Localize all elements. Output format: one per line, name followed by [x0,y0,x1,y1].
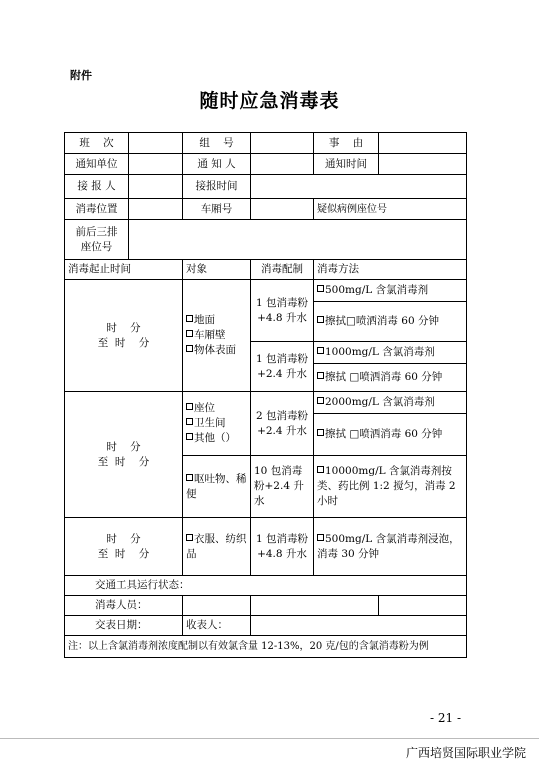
reason-field[interactable] [379,133,467,154]
notify-unit-field[interactable] [129,154,183,175]
notify-unit-label: 通知单位 [65,154,129,175]
time-cell-1[interactable]: 时 分 至 时 分 [65,280,183,392]
page-number: - 21 - [430,711,462,725]
adjacent-rows-field[interactable] [129,220,467,260]
object-cell-3: 衣服、纺织品 [183,518,251,576]
disinfector-label: 消毒人员： [65,596,183,616]
shift-field[interactable] [129,133,183,154]
disinfector-field-1[interactable] [183,596,251,616]
prep-cell-2b: 10 包消毒粉+2.4 升水 [251,456,314,518]
disinfection-form [64,132,467,658]
reason-label: 事 由 [314,133,379,154]
method-1a-2: 擦拭□喷洒消毒 60 分钟 [314,302,467,342]
checkbox-icon[interactable] [186,474,193,481]
group-label: 组 号 [183,133,251,154]
prep-cell-2a: 2 包消毒粉 +2.4 升水 [251,392,314,456]
suspected-seat-label: 疑似病例座位号 [314,199,467,220]
handover-date-label: 交表日期： [65,616,183,636]
notify-person-label: 通 知 人 [183,154,251,175]
school-name: 广西培贤国际职业学院 [405,746,526,760]
checkbox-icon[interactable] [317,285,324,292]
vehicle-status[interactable]: 交通工具运行状态： [65,576,467,596]
disinfector-field-3[interactable] [379,596,467,616]
note: 注：以上含氯消毒剂浓度配制以有效氯含量 12-13%，20 克/包的含氯消毒粉为例 [65,636,467,658]
method-2a-2: 擦拭 □喷洒消毒 60 分钟 [314,414,467,456]
shift-label: 班 次 [65,133,129,154]
time-cell-3[interactable]: 时 分 至 时 分 [65,518,183,576]
attachment-label: 附件 [70,69,92,82]
notify-time-field[interactable] [379,154,467,175]
method-1b-2: 擦拭 □喷洒消毒 60 分钟 [314,364,467,392]
checkbox-icon[interactable] [317,466,324,473]
carriage-label: 车厢号 [183,199,251,220]
handover-receiver-label: 收表人： [183,616,251,636]
receiver-field[interactable] [129,175,183,199]
col-preparation: 消毒配制 [251,260,314,280]
checkbox-icon[interactable] [186,345,193,352]
method-2b: 10000mg/L 含氯消毒剂按类、药比例 1:2 搅匀，消毒 2 小时 [314,456,467,518]
col-start-end-time: 消毒起止时间 [65,260,183,280]
adjacent-rows-label: 前后三排 座位号 [65,220,129,260]
method-1a-1: 500mg/L 含氯消毒剂 [314,280,467,302]
checkbox-icon[interactable] [317,397,324,404]
carriage-field[interactable] [251,199,314,220]
object-cell-1: 地面 车厢壁 物体表面 [183,280,251,392]
checkbox-icon[interactable] [317,316,324,323]
checkbox-icon[interactable] [186,330,193,337]
notify-time-label: 通知时间 [314,154,379,175]
checkbox-icon[interactable] [186,315,193,322]
object-cell-2: 座位 卫生间 其他（） [183,392,251,456]
checkbox-icon[interactable] [317,429,324,436]
receiver-label: 接 报 人 [65,175,129,199]
prep-cell-1b: 1 包消毒粉 +2.4 升水 [251,342,314,392]
checkbox-icon[interactable] [186,403,193,410]
notify-person-field[interactable] [251,154,314,175]
receive-time-field[interactable] [251,175,467,199]
col-method: 消毒方法 [314,260,467,280]
prep-cell-1a: 1 包消毒粉 +4.8 升水 [251,280,314,342]
divider [0,738,539,739]
checkbox-icon[interactable] [317,372,324,379]
disinfector-field-2[interactable] [251,596,379,616]
receive-time-label: 接报时间 [183,175,251,199]
checkbox-icon[interactable] [186,418,193,425]
method-3: 500mg/L 含氯消毒剂浸泡，消毒 30 分钟 [314,518,467,576]
location-label: 消毒位置 [65,199,129,220]
checkbox-icon[interactable] [186,433,193,440]
checkbox-icon[interactable] [317,347,324,354]
col-object: 对象 [183,260,251,280]
method-2a-1: 2000mg/L 含氯消毒剂 [314,392,467,414]
checkbox-icon[interactable] [317,534,324,541]
location-field[interactable] [129,199,183,220]
method-1b-1: 1000mg/L 含氯消毒剂 [314,342,467,364]
object-cell-2b: 呕吐物、稀便 [183,456,251,518]
group-field[interactable] [251,133,314,154]
time-cell-2[interactable]: 时 分 至 时 分 [65,392,183,518]
prep-cell-3: 1 包消毒粉 +4.8 升水 [251,518,314,576]
handover-receiver-field[interactable] [251,616,467,636]
page-title: 随时应急消毒表 [199,90,340,112]
checkbox-icon[interactable] [186,534,193,541]
